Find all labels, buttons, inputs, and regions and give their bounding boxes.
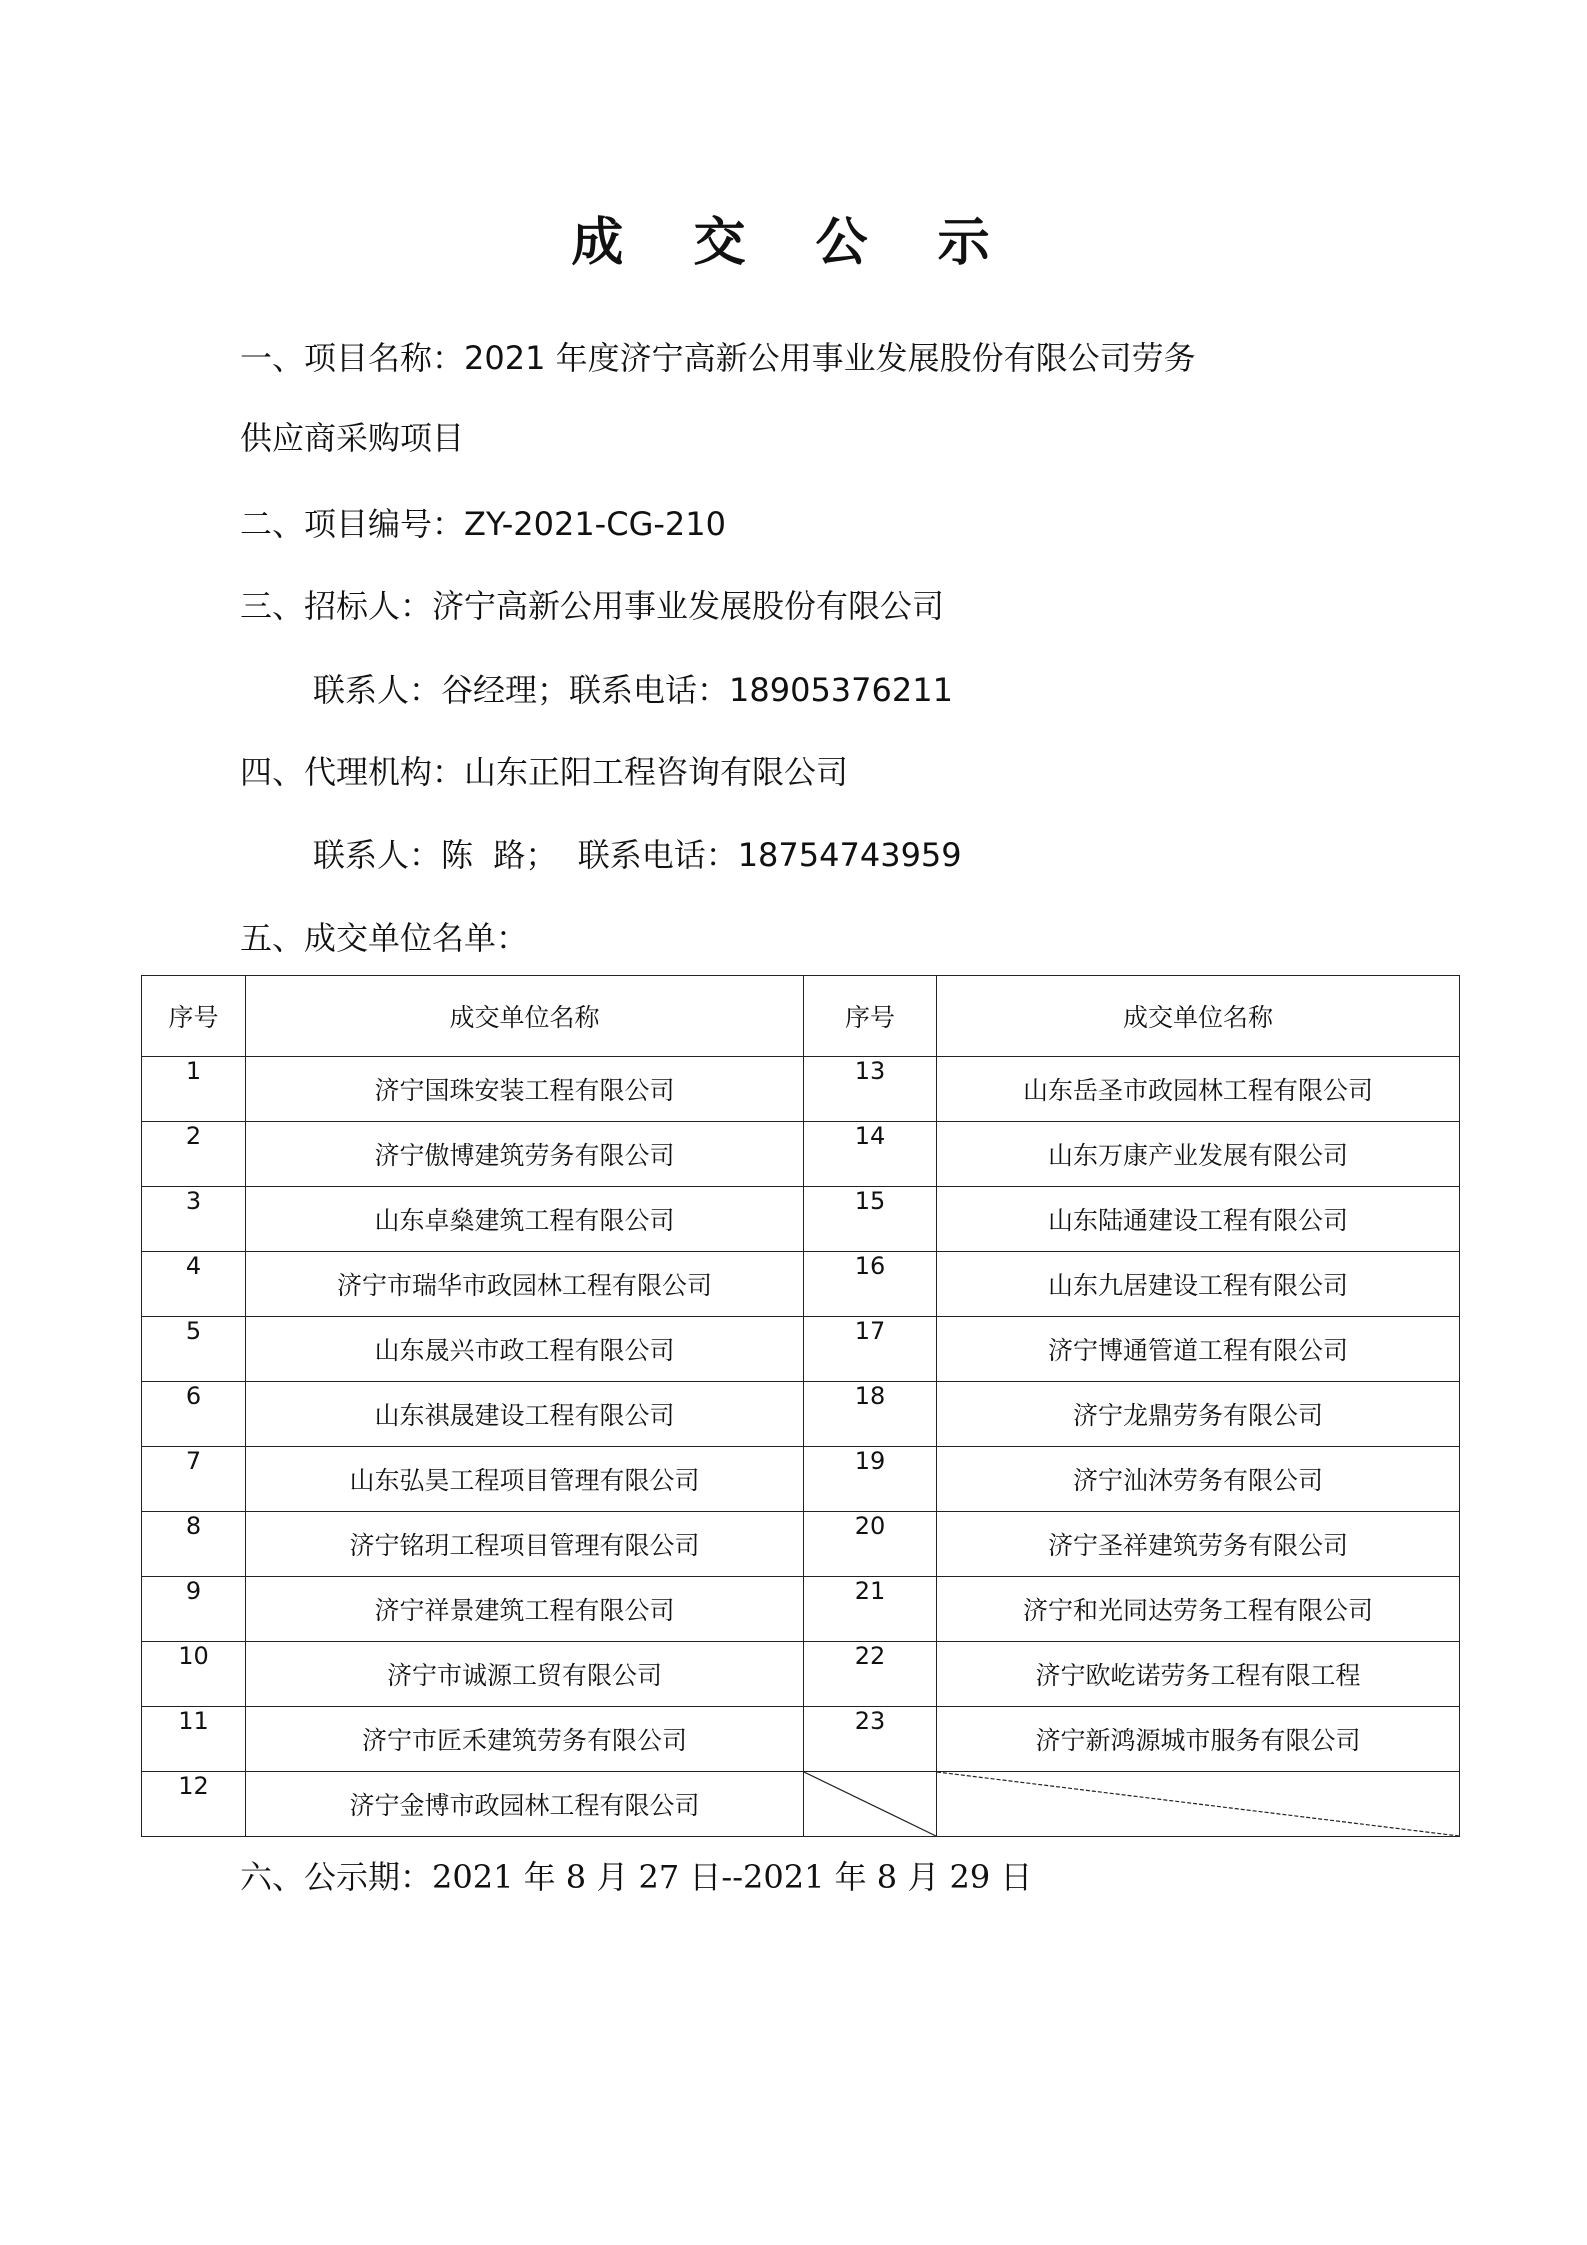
row-name-right: 济宁龙鼎劳务有限公司 <box>937 1382 1460 1447</box>
row-name-right: 济宁博通管道工程有限公司 <box>937 1317 1460 1382</box>
table-row <box>142 1382 1460 1447</box>
table-row <box>142 1447 1460 1512</box>
row-no-right: 17 <box>804 1317 937 1382</box>
row-no-left: 11 <box>142 1707 246 1772</box>
row-no-left: 5 <box>142 1317 246 1382</box>
row-no-left: 9 <box>142 1577 246 1642</box>
agency-line <box>240 752 848 792</box>
table-row <box>142 1512 1460 1577</box>
row-name-right: 济宁欧屹诺劳务工程有限工程 <box>937 1642 1460 1707</box>
table-row <box>142 1252 1460 1317</box>
publicity-period: 六、公示期：2021 年 8 月 27 日--2021 年 8 月 29 日 <box>240 1858 1033 1896</box>
project-number-value: ZY-2021-CG-210 <box>464 505 726 543</box>
row-no-right: 23 <box>804 1707 937 1772</box>
table-header-row <box>142 976 1460 1057</box>
row-name-right: 山东九居建设工程有限公司 <box>937 1252 1460 1317</box>
table-row <box>142 1707 1460 1772</box>
project-name-continuation: 供应商采购项目 <box>240 419 465 457</box>
row-name-left: 山东祺晟建设工程有限公司 <box>246 1382 804 1447</box>
agency-value: 山东正阳工程咨询有限公司 <box>464 753 849 791</box>
row-no-right: 19 <box>804 1447 937 1512</box>
project-number-line <box>240 504 726 544</box>
project-number-label: 二、项目编号： <box>240 505 465 543</box>
row-no-right: 18 <box>804 1382 937 1447</box>
winners-table <box>141 975 1460 1837</box>
row-no-left: 6 <box>142 1382 246 1447</box>
row-name-left: 济宁市匠禾建筑劳务有限公司 <box>246 1707 804 1772</box>
page-title: 成 交 公 示 <box>571 213 1016 273</box>
table-row <box>142 1187 1460 1252</box>
row-no-right: 22 <box>804 1642 937 1707</box>
row-no-right: 15 <box>804 1187 937 1252</box>
header-no-left: 序号 <box>142 976 246 1057</box>
row-name-right: 济宁汕沐劳务有限公司 <box>937 1447 1460 1512</box>
row-no-left: 4 <box>142 1252 246 1317</box>
table-row <box>142 1642 1460 1707</box>
diagonal-strike <box>937 1772 1459 1836</box>
row-name-left: 济宁市诚源工贸有限公司 <box>246 1642 804 1707</box>
empty-cell-no-right <box>804 1772 937 1837</box>
header-no-right: 序号 <box>804 976 937 1057</box>
row-no-left: 10 <box>142 1642 246 1707</box>
row-no-right: 16 <box>804 1252 937 1317</box>
agency-label: 四、代理机构： <box>240 753 465 791</box>
row-name-left: 济宁国珠安装工程有限公司 <box>246 1057 804 1122</box>
row-name-right: 济宁和光同达劳务工程有限公司 <box>937 1577 1460 1642</box>
row-name-left: 济宁金博市政园林工程有限公司 <box>246 1772 804 1837</box>
row-name-left: 济宁傲博建筑劳务有限公司 <box>246 1122 804 1187</box>
row-no-left: 2 <box>142 1122 246 1187</box>
row-no-right: 14 <box>804 1122 937 1187</box>
table-row <box>142 1772 1460 1837</box>
row-no-left: 7 <box>142 1447 246 1512</box>
empty-cell-name-right <box>937 1772 1460 1837</box>
row-name-left: 山东晟兴市政工程有限公司 <box>246 1317 804 1382</box>
header-name-left: 成交单位名称 <box>246 976 804 1057</box>
row-no-left: 3 <box>142 1187 246 1252</box>
tenderer-line <box>240 586 944 626</box>
project-name-label: 一、项目名称： <box>240 339 465 377</box>
row-no-right: 21 <box>804 1577 937 1642</box>
row-name-right: 山东岳圣市政园林工程有限公司 <box>937 1057 1460 1122</box>
header-name-right: 成交单位名称 <box>937 976 1460 1057</box>
winners-heading: 五、成交单位名单： <box>240 919 529 957</box>
tenderer-contact: 联系人：谷经理；联系电话：18905376211 <box>313 671 953 709</box>
row-name-left: 山东卓燊建筑工程有限公司 <box>246 1187 804 1252</box>
project-name-line <box>240 338 1196 378</box>
table-row <box>142 1577 1460 1642</box>
row-no-left: 1 <box>142 1057 246 1122</box>
diagonal-strike <box>804 1772 936 1836</box>
row-name-right: 济宁圣祥建筑劳务有限公司 <box>937 1512 1460 1577</box>
project-name-value: 2021 年度济宁高新公用事业发展股份有限公司劳务 <box>464 339 1196 377</box>
row-no-left: 8 <box>142 1512 246 1577</box>
tenderer-value: 济宁高新公用事业发展股份有限公司 <box>432 587 945 625</box>
row-name-right: 山东万康产业发展有限公司 <box>937 1122 1460 1187</box>
row-name-left: 济宁祥景建筑工程有限公司 <box>246 1577 804 1642</box>
table-row <box>142 1122 1460 1187</box>
row-name-left: 济宁铭玥工程项目管理有限公司 <box>246 1512 804 1577</box>
agency-contact: 联系人：陈 路； 联系电话：18754743959 <box>313 836 962 874</box>
row-name-left: 山东弘昊工程项目管理有限公司 <box>246 1447 804 1512</box>
row-no-left: 12 <box>142 1772 246 1837</box>
row-no-right: 13 <box>804 1057 937 1122</box>
table-row <box>142 1317 1460 1382</box>
row-name-left: 济宁市瑞华市政园林工程有限公司 <box>246 1252 804 1317</box>
row-name-right: 山东陆通建设工程有限公司 <box>937 1187 1460 1252</box>
tenderer-label: 三、招标人： <box>240 587 433 625</box>
row-no-right: 20 <box>804 1512 937 1577</box>
table-row <box>142 1057 1460 1122</box>
row-name-right: 济宁新鸿源城市服务有限公司 <box>937 1707 1460 1772</box>
